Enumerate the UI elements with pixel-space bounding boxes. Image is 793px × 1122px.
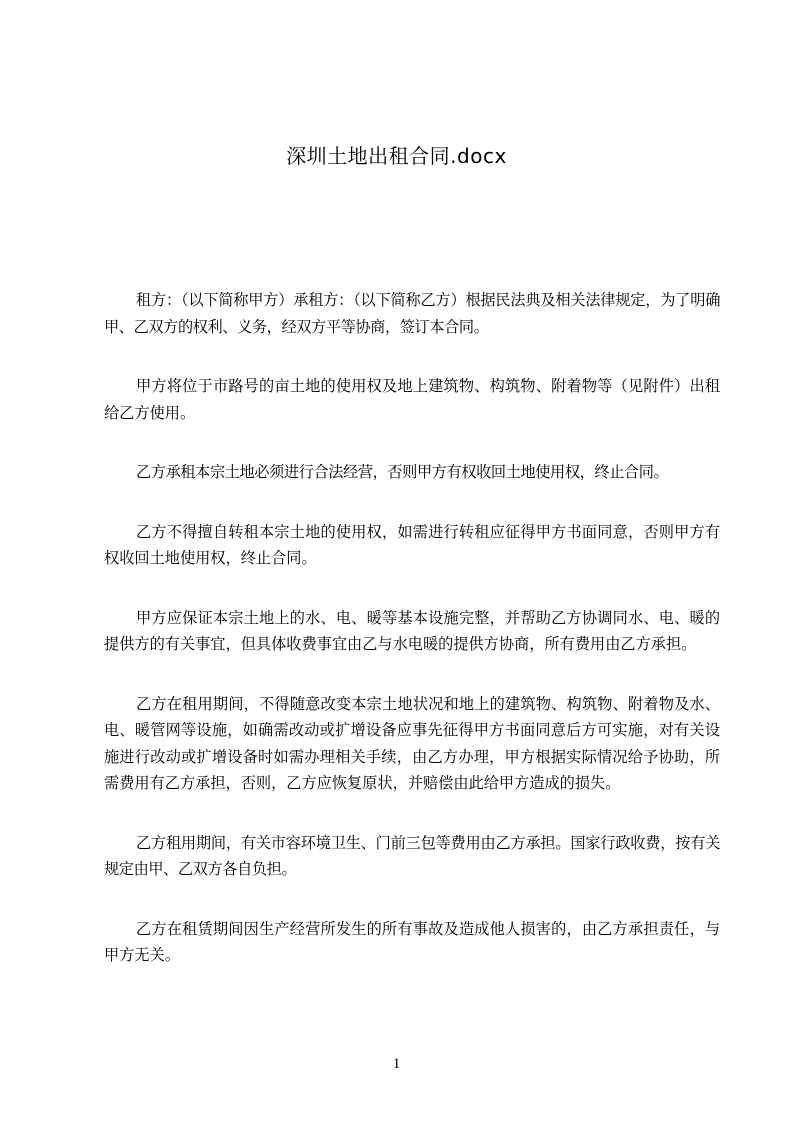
paragraph-parties: 租方：（以下简称甲方）承租方：（以下简称乙方）根据民法典及相关法律规定，为了明确甲、乙双方的权利、义务，经双方平等协商，签订本合同。 [104,291,720,336]
document-body [104,287,720,1002]
document-title: 深圳土地出租合同.docx [286,144,507,168]
paragraph-legal-operation: 乙方承租本宗土地必须进行合法经营，否则甲方有权收回土地使用权，终止合同。 [136,463,669,481]
page-number: 1 [392,1056,401,1072]
paragraph-land-lease-scope: 甲方将位于市路号的亩土地的使用权及地上建筑物、构筑物、附着物等（见附件）出租给乙方使用。 [104,377,720,422]
paragraph-no-sublease: 乙方不得擅自转租本宗土地的使用权，如需进行转租应征得甲方书面同意，否则甲方有权收回土地使用权，终止合同。 [104,522,720,567]
paragraph-utilities: 甲方应保证本宗土地上的水、电、暖等基本设施完整，并帮助乙方协调同水、电、暖的提供方的有关事宜，但具体收费事宜由乙与水电暖的提供方协商，所有费用由乙方承担。 [104,608,720,653]
paragraph-liability: 乙方在租赁期间因生产经营所发生的所有事故及造成他人损害的，由乙方承担责任，与甲方无关。 [104,919,720,964]
paragraph-fees: 乙方租用期间，有关市容环境卫生、门前三包等费用由乙方承担。国家行政收费，按有关规定由甲、乙双方各自负担。 [104,833,720,878]
paragraph-no-alteration: 乙方在租用期间，不得随意改变本宗土地状况和地上的建筑物、构筑物、附着物及水、电、暖管网等设施，如确需改动或扩增设备应事先征得甲方书面同意后方可实施，对有关设施进行改动或扩增设备时如需办理相关手续，由乙方办理，甲方根据实际情况给予协助，所需费用有乙方承担，否则，乙方应恢复原状，并赔偿由此给甲方造成的损失。 [104,694,720,792]
